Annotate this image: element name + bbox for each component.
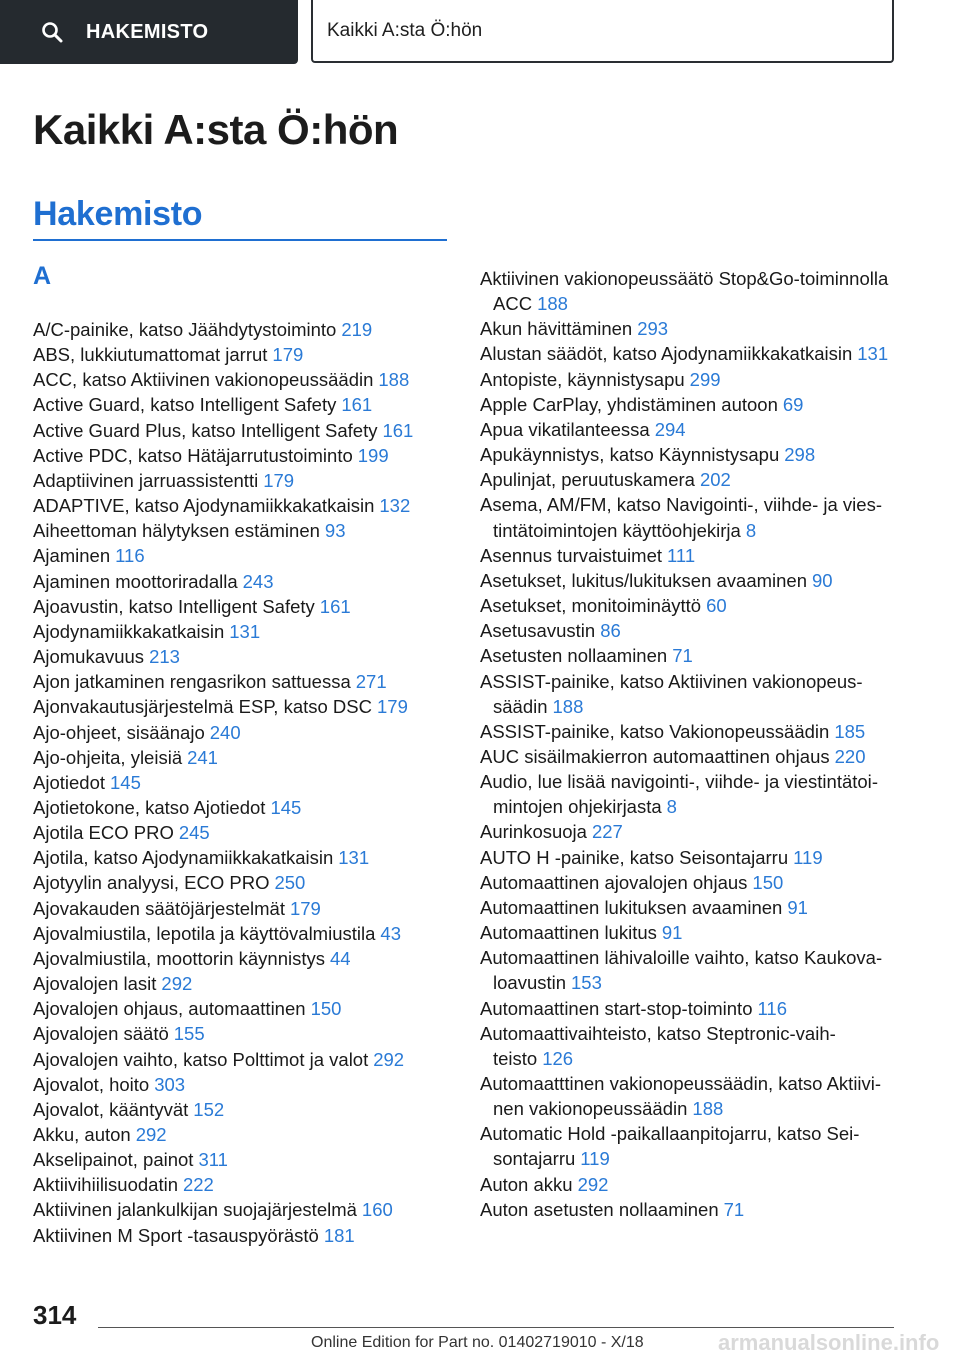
index-entry-text: Ajo-ohjeita, yleisiä <box>33 746 183 768</box>
index-entry-text: Active Guard, katso Intelligent Safety <box>33 394 337 416</box>
index-entry-text: Asema, AM/FM, katso Navigointi-, viihde- ja viestintätoimintojen käyttöohjekirja <box>480 494 882 541</box>
index-entry-text: ASSIST-painike, katso Aktiivinen vakionopeussäädin <box>480 670 863 717</box>
page-link[interactable]: 227 <box>591 821 623 843</box>
page-link[interactable]: 311 <box>198 1149 228 1171</box>
index-entry <box>33 669 453 694</box>
a-to-z-tab-label: Kaikki A:sta Ö:hön <box>327 19 483 41</box>
page-link[interactable]: 71 <box>672 645 693 667</box>
index-entry <box>33 896 453 921</box>
index-entry <box>480 467 900 492</box>
index-entry-text: Ajotietokone, katso Ajotiedot <box>33 796 266 818</box>
index-entry-text: ADAPTIVE, katso Ajodynamiikkakatkaisin <box>33 495 375 517</box>
index-entry <box>33 543 453 568</box>
index-entry-text: Asetukset, lukitus/lukituksen avaaminen <box>480 569 808 591</box>
index-entry <box>480 870 900 895</box>
index-entry <box>480 819 900 844</box>
index-entry-text: Ajon jatkaminen rengasrikon sattuessa <box>33 671 351 693</box>
index-entry <box>33 1172 453 1197</box>
index-entry-text: Ajotyylin analyysi, ECO PRO <box>33 872 270 894</box>
index-entry-text: Ajotiedot <box>33 771 105 793</box>
index-entry <box>33 1047 453 1072</box>
index-entry <box>33 1021 453 1046</box>
index-entry-text: Ajovalmiustila, moottorin käynnistys <box>33 947 325 969</box>
page-link[interactable]: 293 <box>637 318 669 340</box>
index-entry-text: Asetusten nollaaminen <box>480 645 668 667</box>
index-entry <box>33 1197 453 1222</box>
index-entry <box>480 1121 900 1171</box>
index-entry-text: Ajo-ohjeet, sisäänajo <box>33 721 205 743</box>
index-entry-text: Apple CarPlay, yhdistäminen autoon <box>480 393 778 415</box>
page-link[interactable]: 86 <box>600 620 621 642</box>
index-entry <box>480 1071 900 1121</box>
index-entry-text: Antopiste, käynnistysapu <box>480 368 685 390</box>
page-link[interactable]: 8 <box>745 519 757 541</box>
a-to-z-tab[interactable] <box>311 0 894 63</box>
page-link[interactable]: 160 <box>361 1199 393 1221</box>
index-entry-text: Ajotila, katso Ajodynamiikkakatkaisin <box>33 847 334 869</box>
index-entry-text: Auton akku <box>480 1173 573 1195</box>
index-entry-text: Asetukset, monitoiminäyttö <box>480 595 702 617</box>
index-tab[interactable] <box>0 0 298 64</box>
page-link[interactable]: 111 <box>667 544 696 566</box>
index-entry <box>33 770 453 795</box>
index-entry-text: Ajovalojen ohjaus, automaattinen <box>33 998 306 1020</box>
page-link[interactable]: 150 <box>752 871 784 893</box>
index-entry-text: Ajonvakautusjärjestelmä ESP, katso DSC <box>33 696 372 718</box>
index-entry <box>33 644 453 669</box>
index-entry-text: AUTO H -painike, katso Seisontajarru <box>480 846 789 868</box>
index-entry <box>33 1223 453 1248</box>
index-entry-text: Aurinkosuoja <box>480 821 587 843</box>
page-link[interactable]: 161 <box>341 394 373 416</box>
page-link[interactable]: 116 <box>115 545 145 567</box>
index-entry <box>480 316 900 341</box>
page-link[interactable]: 179 <box>377 696 408 718</box>
page-link[interactable]: 43 <box>380 922 401 944</box>
page-link[interactable]: 91 <box>787 896 808 918</box>
page-title: Kaikki A:sta Ö:hön <box>33 106 399 153</box>
index-entry <box>33 845 453 870</box>
page-link[interactable]: 69 <box>782 393 804 415</box>
footer-divider <box>98 1327 894 1328</box>
page-link[interactable]: 303 <box>154 1073 186 1095</box>
page-link[interactable]: 131 <box>338 847 370 869</box>
index-entry <box>33 1147 453 1172</box>
index-entry <box>33 694 453 719</box>
index-entry-text: Ajotila ECO PRO <box>33 822 174 844</box>
page-link[interactable]: 131 <box>229 620 261 642</box>
page-link[interactable]: 219 <box>341 319 373 340</box>
page-link[interactable]: 8 <box>666 796 677 818</box>
page-link[interactable]: 188 <box>552 695 584 717</box>
page-link[interactable]: 292 <box>577 1173 609 1195</box>
index-entry <box>33 468 453 493</box>
index-entry <box>33 342 453 367</box>
header <box>0 0 960 68</box>
index-entry <box>33 594 453 619</box>
index-entry <box>480 1172 900 1197</box>
index-entry-text: Ajovalojen vaihto, katso Polttimot ja valot <box>33 1048 369 1070</box>
page-link[interactable]: 292 <box>373 1048 405 1070</box>
page-link[interactable]: 60 <box>706 595 727 617</box>
index-entry <box>480 744 900 769</box>
page-link[interactable]: 91 <box>661 922 683 944</box>
index-entry-text: Asetusavustin <box>480 620 596 642</box>
index-entry <box>480 920 900 945</box>
index-entry-text: ABS, lukkiutumattomat jarrut <box>33 344 268 366</box>
index-entry <box>33 367 453 392</box>
index-entry <box>33 569 453 594</box>
index-entry <box>480 543 900 568</box>
page-link[interactable]: 179 <box>289 897 321 919</box>
page-link[interactable]: 90 <box>812 569 833 591</box>
page-link[interactable]: 292 <box>161 973 193 995</box>
index-entry-text: Ajaminen <box>33 545 111 567</box>
index-entry-text: Aktiivihiilisuodatin <box>33 1174 178 1196</box>
index-column-right <box>480 266 900 1222</box>
page-link[interactable]: 181 <box>323 1224 355 1246</box>
watermark: armanualsonline.info <box>718 1330 940 1355</box>
page-link[interactable]: 188 <box>692 1098 724 1120</box>
page-link[interactable]: 298 <box>784 444 816 466</box>
index-entry <box>480 845 900 870</box>
index-entry <box>480 1197 900 1222</box>
index-entry-text: Ajovalmiustila, lepotila ja käyttövalmiustila <box>33 922 376 944</box>
index-entry <box>33 795 453 820</box>
page-link[interactable]: 179 <box>272 344 304 366</box>
index-entry <box>33 493 453 518</box>
index-entry-text: Automatic Hold -paikallaanpitojarru, katso Seisontajarru <box>480 1123 860 1170</box>
index-entry-text: Automaatttinen vakionopeussäädin, katso Aktiivinen vakionopeussäädin <box>480 1073 882 1120</box>
index-entry <box>480 945 900 995</box>
index-entry-text: Apulinjat, peruutuskamera <box>480 469 695 491</box>
index-entry-text: Audio, lue lisää navigointi-, viihde- ja viestintätoimintojen ohjekirjasta <box>480 771 878 818</box>
index-entry <box>480 643 900 668</box>
index-entry-text: Aktiivinen M Sport -tasauspyörästö <box>33 1224 319 1246</box>
search-icon <box>40 20 64 44</box>
page-link[interactable]: 250 <box>274 872 306 894</box>
index-entry-text: Active Guard Plus, katso Intelligent Safety <box>33 419 378 441</box>
index-entry <box>480 367 900 392</box>
page-link[interactable]: 126 <box>542 1047 574 1069</box>
index-entry <box>480 593 900 618</box>
page-link[interactable]: 199 <box>357 444 389 466</box>
index-entry <box>33 518 453 543</box>
index-entry-text: Ajovakauden säätöjärjestelmät <box>33 897 285 919</box>
index-entry-text: Ajovalot, hoito <box>33 1073 150 1095</box>
page-link[interactable]: 145 <box>110 771 141 793</box>
index-entry <box>480 618 900 643</box>
index-entry <box>480 1021 900 1071</box>
page-link[interactable]: 93 <box>324 520 346 542</box>
page-link[interactable]: 152 <box>193 1098 225 1120</box>
section-divider <box>33 239 447 241</box>
page-link[interactable]: 240 <box>209 721 241 743</box>
page-link[interactable]: 161 <box>382 419 414 441</box>
index-entry-text: AUC sisäilmakierron automaattinen ohjaus <box>480 745 830 767</box>
index-entry <box>480 417 900 442</box>
page-link[interactable]: 155 <box>173 1023 205 1045</box>
index-entry <box>33 443 453 468</box>
index-entry-text: Aktiivinen jalankulkijan suojajärjestelmä <box>33 1199 357 1221</box>
index-entry <box>33 619 453 644</box>
index-entry-text: Ajodynamiikkakatkaisin <box>33 620 225 642</box>
page-link[interactable]: 243 <box>242 570 274 592</box>
page-link[interactable]: 271 <box>355 671 387 693</box>
page-link[interactable]: 179 <box>263 469 295 491</box>
page-link[interactable]: 131 <box>857 343 889 365</box>
index-entry-text: Active PDC, katso Hätäjarrutustoiminto <box>33 444 353 466</box>
index-entry <box>33 946 453 971</box>
index-entry-text: Ajomukavuus <box>33 646 145 668</box>
index-entry-text: Automaattinen ajovalojen ohjaus <box>480 871 748 893</box>
index-entry-text: ACC, katso Aktiivinen vakionopeussäädin <box>33 369 374 391</box>
page-link[interactable]: 71 <box>723 1198 745 1220</box>
page-link[interactable]: 202 <box>699 469 731 491</box>
page-link[interactable]: 185 <box>834 720 866 742</box>
index-entry <box>33 1097 453 1122</box>
index-entry <box>33 392 453 417</box>
page-link[interactable]: 292 <box>135 1124 167 1145</box>
index-entry <box>480 266 900 316</box>
index-entry <box>480 568 900 593</box>
index-entry-text: Ajoavustin, katso Intelligent Safety <box>33 595 315 617</box>
page-link[interactable]: 213 <box>149 646 180 668</box>
index-entry-text: ASSIST-painike, katso Vakionopeussäädin <box>480 720 830 742</box>
index-entry <box>480 392 900 417</box>
page-link[interactable]: 145 <box>270 796 302 818</box>
page-link[interactable]: 119 <box>580 1148 610 1170</box>
index-entry <box>480 669 900 719</box>
page-link[interactable]: 44 <box>330 947 351 969</box>
index-entry <box>480 492 900 542</box>
index-entry <box>480 442 900 467</box>
index-entry <box>480 341 900 366</box>
index-column-left <box>33 317 453 1248</box>
index-entry <box>33 720 453 745</box>
page-link[interactable]: 119 <box>793 846 823 868</box>
page-link[interactable]: 116 <box>757 997 787 1019</box>
index-entry-text: Apua vikatilanteessa <box>480 418 650 440</box>
page-link[interactable]: 245 <box>178 822 210 844</box>
index-entry <box>480 719 900 744</box>
index-entry <box>33 1072 453 1097</box>
index-entry <box>33 317 453 342</box>
index-entry-text: Aiheettoman hälytyksen estäminen <box>33 520 320 542</box>
index-entry <box>33 921 453 946</box>
edition-note: Online Edition for Part no. 01402719010 - X/18 <box>311 1334 644 1351</box>
index-letter: A <box>33 262 52 290</box>
index-entry-text: Ajaminen moottoriradalla <box>33 570 238 592</box>
index-entry-text: Auton asetusten nollaaminen <box>480 1198 719 1220</box>
section-heading: Hakemisto <box>33 195 203 233</box>
index-entry <box>33 870 453 895</box>
index-entry-text: Apukäynnistys, katso Käynnistysapu <box>480 444 780 466</box>
page-link[interactable]: 241 <box>187 746 218 768</box>
index-entry-text: Automaattinen start-stop-toiminto <box>480 997 753 1019</box>
index-entry-text: A/C-painike, katso Jäähdytystoiminto <box>33 319 337 340</box>
page-link[interactable]: 294 <box>654 418 686 440</box>
index-entry-text: Automaattinen lähivaloille vaihto, katso Kaukovaloavustin <box>480 947 883 994</box>
index-entry <box>33 1122 453 1147</box>
index-entry-text: Ajovalojen säätö <box>33 1023 169 1045</box>
index-entry <box>33 418 453 443</box>
index-tab-label: HAKEMISTO <box>86 20 209 43</box>
index-entry-text: Automaattivaihteisto, katso Steptronic-vaihteisto <box>480 1022 836 1069</box>
page-number: 314 <box>33 1300 77 1330</box>
index-entry-text: Akselipainot, painot <box>33 1149 194 1171</box>
page-link[interactable]: 150 <box>310 998 342 1020</box>
index-entry-text: Automaattinen lukituksen avaaminen <box>480 896 783 918</box>
index-entry-text: Automaattinen lukitus <box>480 922 657 944</box>
index-entry <box>33 820 453 845</box>
index-entry <box>33 996 453 1021</box>
page-link[interactable]: 188 <box>378 369 410 391</box>
index-entry-text: Akun hävittäminen <box>480 318 633 340</box>
index-entry <box>480 895 900 920</box>
index-entry-text: Akku, auton <box>33 1124 131 1145</box>
page-link[interactable]: 220 <box>834 745 866 767</box>
page-link[interactable]: 299 <box>689 368 721 390</box>
page-link[interactable]: 188 <box>537 293 568 315</box>
index-entry-text: Ajovalot, kääntyvät <box>33 1098 189 1120</box>
page-link[interactable]: 132 <box>379 495 411 517</box>
page-link[interactable]: 222 <box>182 1174 214 1196</box>
index-entry-text: Alustan säädöt, katso Ajodynamiikkakatkaisin <box>480 343 853 365</box>
index-entry <box>33 971 453 996</box>
index-entry-text: Aktiivinen vakionopeussäätö Stop&Go-toiminnolla ACC <box>480 268 889 315</box>
index-entry <box>480 996 900 1021</box>
index-entry-text: Asennus turvaistuimet <box>480 544 663 566</box>
index-entry-text: Adaptiivinen jarruassistentti <box>33 469 259 491</box>
index-entry <box>480 769 900 819</box>
page-link[interactable]: 153 <box>571 972 602 994</box>
index-entry <box>33 745 453 770</box>
index-entry-text: Ajovalojen lasit <box>33 973 157 995</box>
page-link[interactable]: 161 <box>319 595 351 617</box>
